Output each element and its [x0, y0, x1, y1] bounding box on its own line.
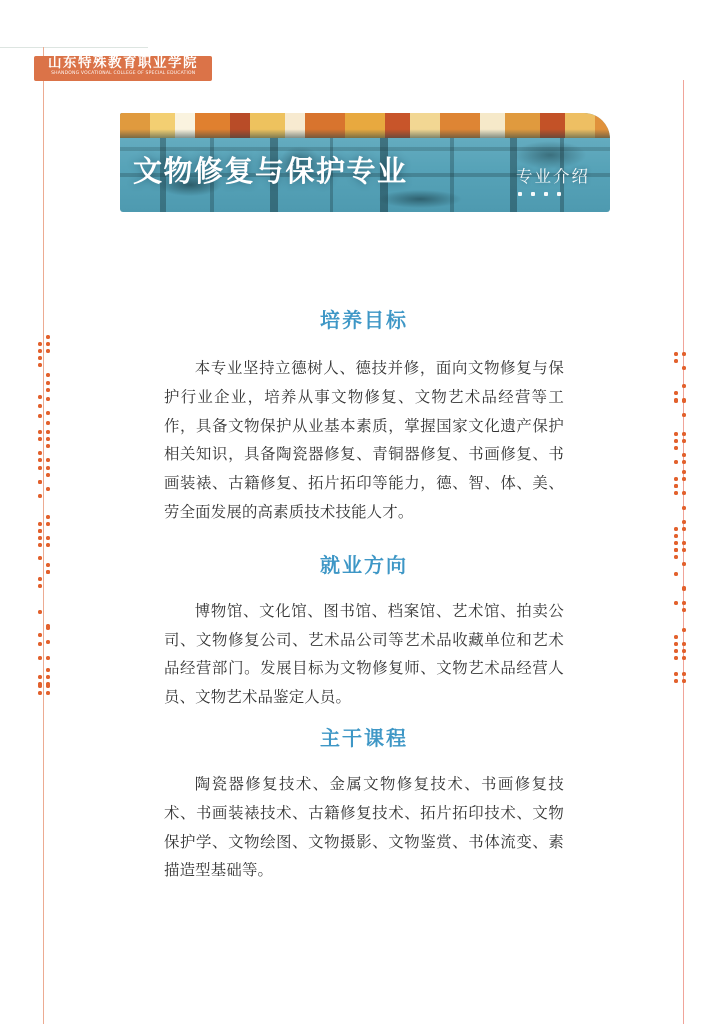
braille-cell [674, 601, 686, 621]
section-heading: 主干课程 [320, 725, 408, 750]
braille-cell [674, 366, 686, 386]
braille-cell [38, 642, 50, 662]
braille-cell [38, 570, 50, 590]
section-training-objectives [164, 308, 564, 527]
braille-cell [38, 529, 50, 549]
content-area [164, 308, 564, 885]
header-banner [120, 113, 610, 212]
major-title: 文物修复与保护专业 [133, 154, 408, 188]
braille-cell [674, 446, 686, 466]
section-employment-direction [164, 553, 564, 712]
braille-cell [38, 480, 50, 500]
braille-cell [674, 548, 686, 568]
braille-cell [674, 399, 686, 419]
major-intro-tag [516, 163, 590, 196]
college-logo [34, 56, 212, 81]
tag-dots-decoration [518, 192, 590, 196]
top-frame-hairline [0, 47, 148, 48]
college-name-chinese: 山东特殊教育职业学院 [48, 54, 198, 71]
section-paragraph: 陶瓷器修复技术、金属文物修复技术、书画修复技术、书画装裱技术、古籍修复技术、拓片拓印技术、文物保护学、文物绘图、文物摄影、文物鉴赏、书体流变、素描造型基础等。 [164, 774, 564, 880]
braille-cell [674, 672, 686, 692]
banner-painting-strip [120, 113, 610, 138]
major-intro-label: 专业介绍 [516, 167, 590, 186]
section-main-courses [164, 726, 564, 885]
section-paragraph: 本专业坚持立德树人、德技并修，面向文物修复与保护行业企业，培养从事文物修复、文物艺术品经营等工作，具备文物保护从业基本素质，掌握国家文化遗产保护相关知识，具备陶瓷器修复、青铜器修复、书画修复、书画装裱、古籍修复、拓片拓印等能力，德、智、体、美、劳全面发展的高素质技术技能人才。 [164, 359, 564, 521]
section-heading: 培养目标 [320, 308, 408, 332]
braille-cell [38, 444, 50, 464]
section-heading: 就业方向 [320, 552, 408, 577]
college-name-english: SHANDONG VOCATIONAL COLLEGE OF SPECIAL EDUCATION [50, 70, 196, 76]
section-paragraph: 博物馆、文化馆、图书馆、档案馆、艺术馆、拍卖公司、文物修复公司、艺术品公司等艺术品收藏单位和艺术品经营部门。发展目标为文物修复师、文物艺术品经营人员、文物艺术品鉴定人员。 [164, 601, 564, 707]
braille-cell [38, 684, 50, 704]
braille-cell [674, 499, 686, 519]
